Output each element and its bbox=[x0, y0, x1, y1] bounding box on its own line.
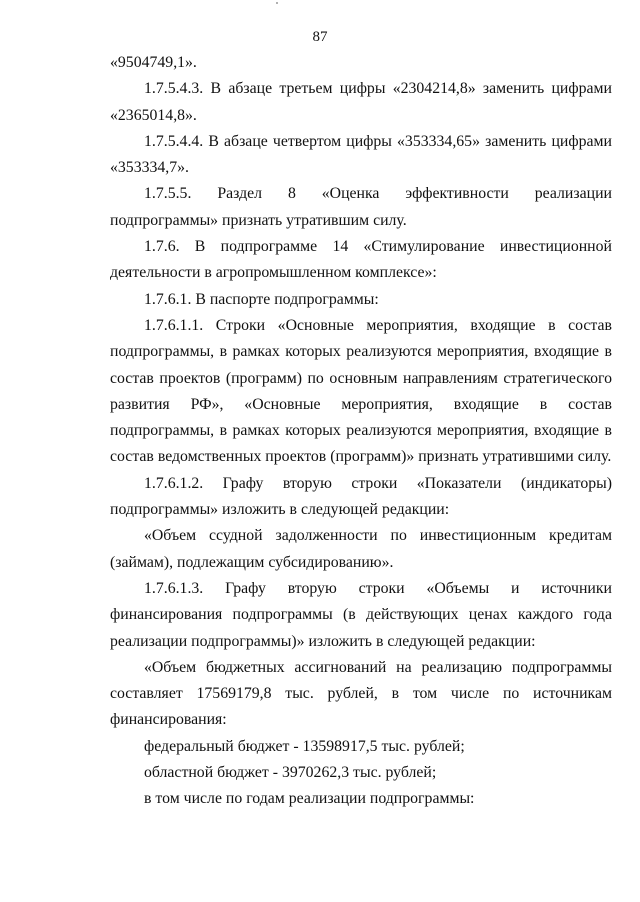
paragraph: 1.7.5.5. Раздел 8 «Оценка эффективности реализации подпрограммы» признать утратившим силу. bbox=[110, 185, 612, 229]
page-number: 87 bbox=[312, 29, 328, 45]
paragraph: «Объем ссудной задолженности по инвестиционным кредитам (займам), подлежащим субсидированию». bbox=[110, 527, 612, 571]
paragraph: 1.7.6.1. В паспорте подпрограммы: bbox=[144, 290, 379, 308]
paragraph: 1.7.5.4.3. В абзаце третьем цифры «2304214,8» заменить цифрами «2365014,8». bbox=[110, 80, 612, 124]
paragraph: в том числе по годам реализации подпрограммы: bbox=[144, 790, 475, 808]
document-body bbox=[110, 50, 612, 813]
scan-speck bbox=[276, 2, 278, 4]
paragraph: «Объем бюджетных ассигнований на реализацию подпрограммы составляет 17569179,8 тыс. рублей, в том числе по источникам финансирования: bbox=[110, 658, 612, 729]
paragraph: 1.7.6. В подпрограмме 14 «Стимулирование инвестиционной деятельности в агропромышленном комплексе»: bbox=[110, 238, 612, 282]
paragraph: «9504749,1». bbox=[110, 54, 197, 71]
paragraph: 1.7.6.1.1. Строки «Основные мероприятия, входящие в состав подпрограммы, в рамках которых реализуются мероприятия, входящие в состав проектов (программ) по основным направлениям стратегического развития РФ», «Основные мероприятия, входящие в состав подпрограммы, в рамках которых реализуются мероприятия, входящие в состав ведомственных проектов (программ)» признать утратившими силу. bbox=[110, 316, 612, 466]
paragraph: федеральный бюджет - 13598917,5 тыс. рублей; bbox=[144, 737, 465, 755]
paragraph: 1.7.6.1.3. Графу вторую строки «Объемы и источники финансирования подпрограммы (в действующих ценах каждого года реализации подпрограммы)» изложить в следующей редакции: bbox=[110, 579, 612, 650]
paragraph: 1.7.5.4.4. В абзаце четвертом цифры «353334,65» заменить цифрами «353334,7». bbox=[110, 132, 612, 177]
paragraph: областной бюджет - 3970262,3 тыс. рублей; bbox=[144, 764, 437, 782]
paragraph: 1.7.6.1.2. Графу вторую строки «Показатели (индикаторы) подпрограммы» изложить в следующей редакции: bbox=[110, 474, 612, 519]
